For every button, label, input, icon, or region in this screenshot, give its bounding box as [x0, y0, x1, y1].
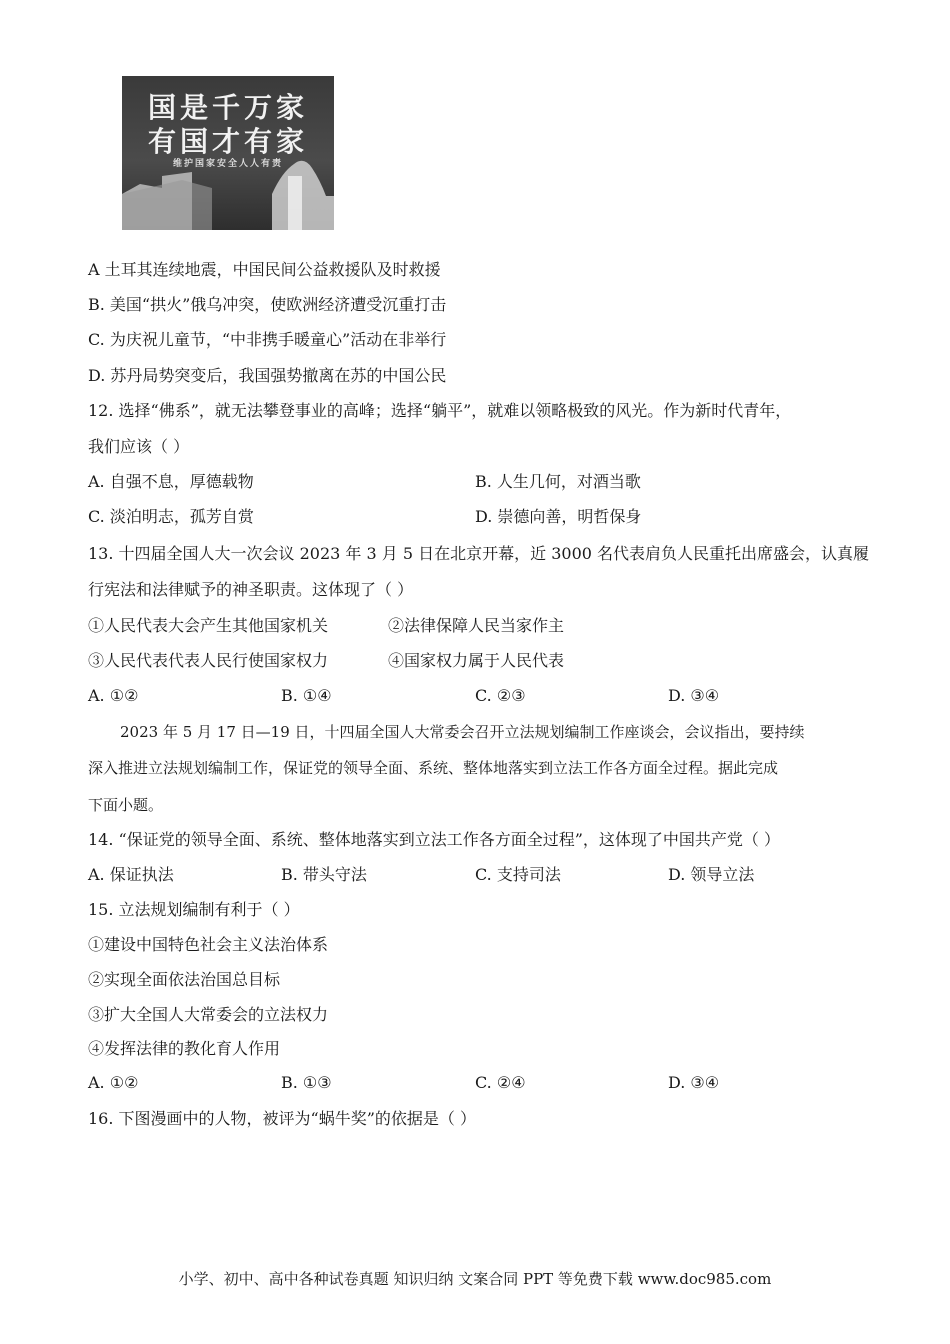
q12-stem-line-2: 我们应该（ ）: [88, 437, 190, 456]
q15-item-4: ④发挥法律的教化育人作用: [88, 1039, 281, 1058]
poster-line-1: 国是千万家: [147, 91, 308, 124]
q15-item-1: ①建设中国特色社会主义法治体系: [88, 935, 329, 954]
poster-image: [122, 76, 334, 230]
q13-stem-line-1: 13. 十四届全国人大一次会议 2023 年 3 月 5 日在北京开幕，近 3000 名代表肩负人民重托出席盛会，认真履: [88, 544, 870, 563]
q13-stem-line-2: 行宪法和法律赋予的神圣职责。这体现了（ ）: [88, 580, 414, 599]
q12-option-a: A. 自强不息，厚德载物: [88, 472, 254, 491]
q11-option-c: C. 为庆祝儿童节，“中非携手暖童心”活动在非举行: [88, 330, 447, 349]
q13-option-c: C. ②③: [475, 686, 526, 705]
q13-option-b: B. ①④: [281, 686, 332, 705]
q13-option-d: D. ③④: [668, 686, 720, 705]
q13-item-1: ①人民代表大会产生其他国家机关: [88, 616, 329, 635]
q14-stem: 14. “保证党的领导全面、系统、整体地落实到立法工作各方面全过程”，这体现了中国共产党（ ）: [88, 830, 780, 849]
q14-option-b: B. 带头守法: [281, 865, 367, 884]
q15-option-a: A. ①②: [88, 1073, 139, 1092]
q11-option-a: A 土耳其连续地震，中国民间公益救援队及时救援: [88, 260, 441, 279]
q15-option-d: D. ③④: [668, 1073, 720, 1092]
q12-option-c: C. 淡泊明志，孤芳自赏: [88, 507, 254, 526]
q12-option-d: D. 崇德向善，明哲保身: [475, 507, 642, 526]
q14-option-d: D. 领导立法: [668, 865, 755, 884]
q11-option-b: B. 美国“拱火”俄乌冲突，使欧洲经济遭受沉重打击: [88, 295, 447, 314]
q16-stem: 16. 下图漫画中的人物，被评为“蜗牛奖”的依据是（ ）: [88, 1109, 476, 1128]
q12-option-b: B. 人生几何，对酒当歌: [475, 472, 641, 491]
q14-option-c: C. 支持司法: [475, 865, 561, 884]
material-line-3: 下面小题。: [88, 796, 164, 814]
q15-option-b: B. ①③: [281, 1073, 332, 1092]
q13-item-4: ④国家权力属于人民代表: [388, 651, 565, 670]
material-line-1: 2023 年 5 月 17 日—19 日，十四届全国人大常委会召开立法规划编制工作座谈会，会议指出，要持续: [120, 723, 805, 741]
q13-item-3: ③人民代表代表人民行使国家权力: [88, 651, 329, 670]
q15-item-3: ③扩大全国人大常委会的立法权力: [88, 1005, 329, 1024]
poster-line-3: 维护国家安全人人有责: [172, 159, 283, 169]
poster-line-2: 有国才有家: [147, 125, 308, 158]
q12-stem-line-1: 12. 选择“佛系”，就无法攀登事业的高峰；选择“躺平”，就难以领略极致的风光。作为新时代青年，: [88, 401, 792, 420]
q15-option-c: C. ②④: [475, 1073, 526, 1092]
q14-option-a: A. 保证执法: [88, 865, 174, 884]
q13-item-2: ②法律保障人民当家作主: [388, 616, 565, 635]
q13-option-a: A. ①②: [88, 686, 139, 705]
q15-item-2: ②实现全面依法治国总目标: [88, 970, 281, 989]
q15-stem: 15. 立法规划编制有利于（ ）: [88, 900, 300, 919]
material-line-2: 深入推进立法规划编制工作，保证党的领导全面、系统、整体地落实到立法工作各方面全过程。据此完成: [88, 759, 779, 777]
q11-option-d: D. 苏丹局势突变后，我国强势撤离在苏的中国公民: [88, 366, 447, 385]
page-footer: 小学、初中、高中各种试卷真题 知识归纳 文案合同 PPT 等免费下载 www.doc985.com: [178, 1270, 772, 1288]
